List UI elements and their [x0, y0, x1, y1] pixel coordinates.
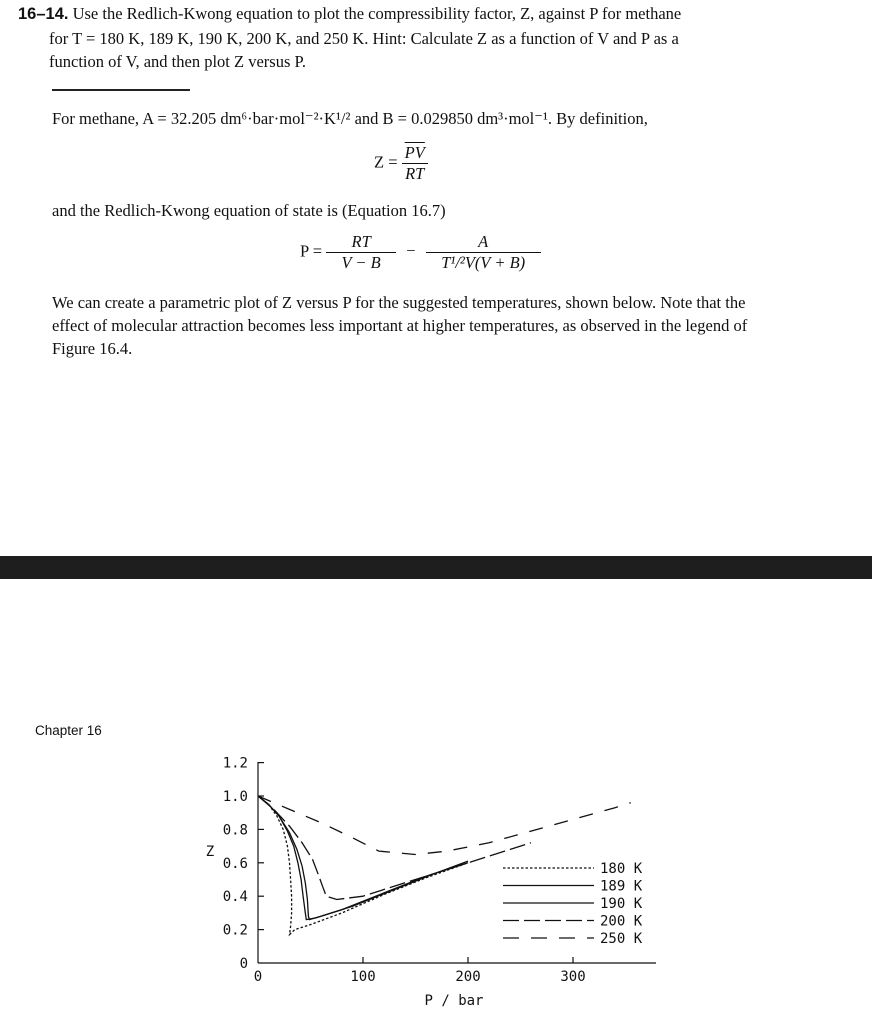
- x-tick-label: 300: [560, 969, 586, 985]
- chart-axes: [258, 762, 656, 963]
- y-tick-label: 0.2: [222, 922, 248, 939]
- z-denominator: RT: [405, 164, 425, 183]
- y-tick-label: 0: [239, 956, 248, 972]
- chapter-label: Chapter 16: [35, 723, 102, 738]
- x-axis-label: P / bar: [424, 993, 484, 1009]
- y-tick-label: 0.4: [222, 889, 248, 906]
- z-definition-equation: [374, 143, 428, 184]
- page-separator-band: [0, 556, 872, 579]
- rk-fraction-2: [426, 232, 541, 273]
- legend-label: 190 K: [600, 896, 643, 912]
- problem-number: 16–14.: [18, 5, 69, 23]
- y-tick-label: 0.6: [222, 855, 248, 872]
- series-line-250k: [258, 796, 631, 855]
- legend-label: 180 K: [600, 861, 643, 877]
- rk-numerator-2: A: [426, 232, 541, 253]
- x-tick-label: 0: [253, 969, 263, 985]
- z-numerator: $\overline{PV}$: [402, 143, 428, 164]
- problem-line-2: for T = 180 K, 189 K, 190 K, 200 K, and 250 K. Hint: Calculate Z as a function of V and P as a: [49, 28, 679, 48]
- legend-label: 200 K: [600, 913, 643, 930]
- rk-denominator-2: T¹/²V(V + B): [441, 253, 526, 272]
- series-line-180k: [258, 796, 468, 935]
- x-ticks: [254, 957, 586, 985]
- data-series: [258, 796, 631, 935]
- legend-label: 250 K: [600, 931, 643, 947]
- z-vs-p-chart: [0, 740, 872, 1024]
- y-tick-label: 1.2: [222, 755, 248, 772]
- rk-intro: and the Redlich-Kwong equation of state is (Equation 16.7): [52, 201, 446, 220]
- rk-lhs: P =: [300, 241, 322, 261]
- y-tick-label: 1.0: [222, 789, 248, 805]
- z-fraction: [402, 143, 428, 184]
- y-axis-label: Z: [205, 844, 215, 860]
- x-tick-label: 100: [350, 969, 376, 985]
- chart-legend: [503, 861, 643, 947]
- series-line-200k: [258, 796, 531, 900]
- rk-numerator-1: RT: [326, 232, 396, 253]
- constants-line: For methane, A = 32.205 dm⁶·bar·mol⁻²·K¹/² and B = 0.029850 dm³·mol⁻¹. By definition,: [52, 109, 648, 128]
- y-tick-label: 0.8: [222, 822, 248, 839]
- problem-statement: [18, 2, 778, 74]
- x-tick-label: 200: [455, 969, 481, 985]
- conclusion-paragraph: We can create a parametric plot of Z versus P for the suggested temperatures, shown below. Note that the effect of molecular attraction becomes less important at higher temperatures, as observed in the legend of Figure 16.4.: [52, 293, 748, 358]
- rk-minus: −: [406, 241, 416, 261]
- problem-line-1: 16–14. Use the Redlich-Kwong equation to plot the compressibility factor, Z, against P for methane: [18, 4, 682, 23]
- z-lhs: Z =: [374, 152, 398, 172]
- rk-denominator-1: V − B: [341, 253, 381, 272]
- rk-fraction-1: [326, 232, 396, 273]
- legend-label: 189 K: [600, 878, 643, 895]
- redlich-kwong-equation: [300, 232, 541, 273]
- section-divider: [52, 89, 190, 91]
- problem-line-3: function of V, and then plot Z versus P.: [49, 52, 306, 71]
- series-line-189k: [258, 796, 468, 920]
